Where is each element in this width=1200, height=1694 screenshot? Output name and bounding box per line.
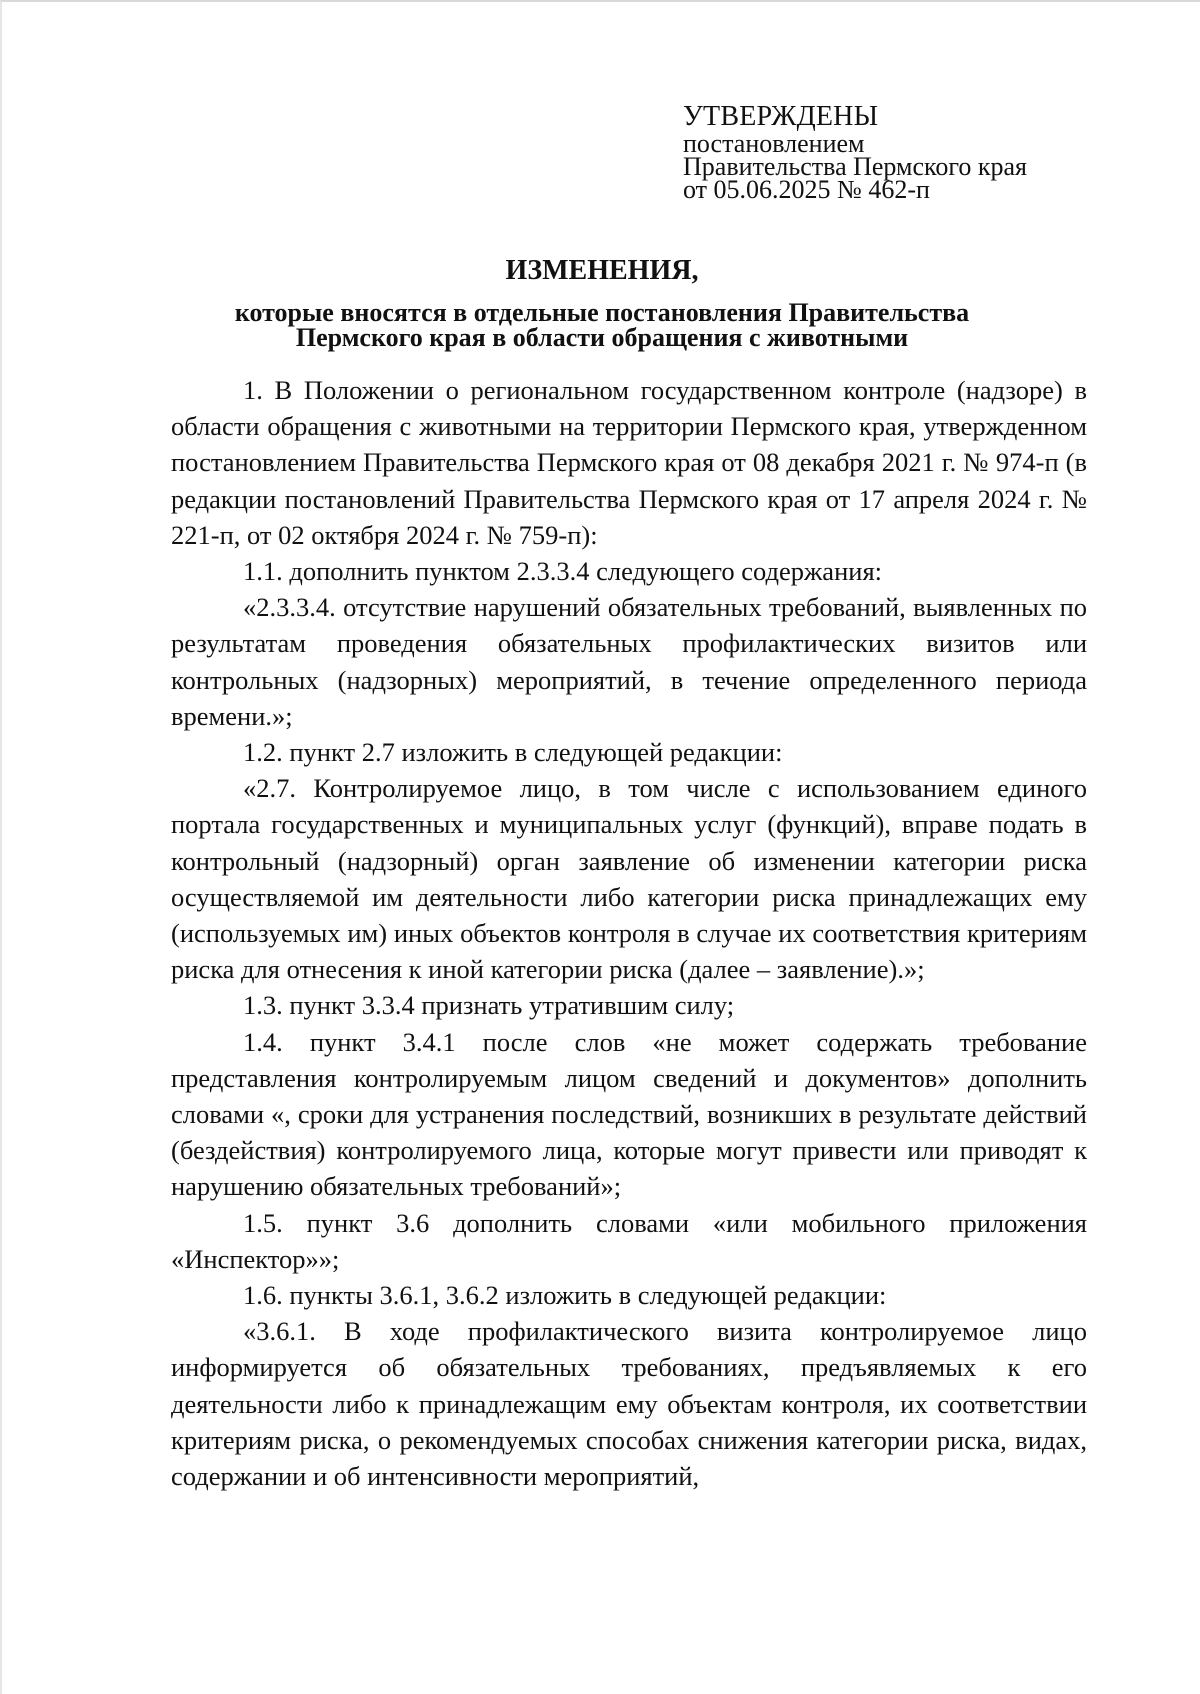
paragraph: 1.4. пункт 3.4.1 после слов «не может содержать требование представления контролируемым лицом сведений и документов» дополнить словами «, сроки для устранения последствий, возникших в результате действий (бездействия) контролируемого лица, которые могут привести или приводят к нарушению обязательных требований»; — [171, 1026, 1087, 1202]
document-subtitle-line-2: Пермского края в области обращения с животными — [295, 323, 909, 352]
approval-line-resolution: постановлением — [683, 129, 865, 158]
paragraph: «3.6.1. В ходе профилактического визита контролируемое лицо информируется об обязательных требованиях, предъявляемых к его деятельности либо к принадлежащим ему объектам контроля, их соответствии критериям риска, о рекомендуемых способах снижения категории риска, видах, содержании и об интенсивности мероприятий, — [171, 1316, 1087, 1492]
paragraph: 1.1. дополнить пунктом 2.3.3.4 следующего содержания: — [243, 556, 882, 587]
paragraph: «2.3.3.4. отсутствие нарушений обязательных требований, выявленных по результатам проведения обязательных профилактических визитов или контрольных (надзорных) мероприятий, в течение определенного периода времени.»; — [171, 592, 1087, 731]
paragraph: 1.2. пункт 2.7 изложить в следующей редакции: — [243, 737, 783, 768]
document-subtitle — [2, 300, 1200, 350]
paragraph: 1.5. пункт 3.6 дополнить словами «или мобильного приложения «Инспектор»»; — [171, 1207, 1087, 1274]
approval-stamp-block — [683, 101, 1027, 204]
approval-line-date-number: от 05.06.2025 № 462-п — [683, 175, 930, 204]
approval-line-government: Правительства Пермского края — [683, 152, 1027, 181]
paragraph: 1. В Положении о региональном государственном контроле (надзоре) в области обращения с животными на территории Пермского края, утвержденном постановлением Правительства Пермского края от 08 декабря 2021 г. № 974-п (в редакции постановлений Правительства Пермского края от 17 апреля 2024 г. № 221-п, от 02 октября 2024 г. № 759-п): — [171, 375, 1087, 550]
paragraph: «2.7. Контролируемое лицо, в том числе с использованием единого портала государственных и муниципальных услуг (функций), вправе подать в контрольный (надзорный) орган заявление об изменении категории риска осуществляемой им деятельности либо категории риска принадлежащих ему (используемых им) иных объектов контроля в случае их соответствия критериям риска для отнесения к иной категории риска (далее – заявление).»; — [171, 773, 1087, 985]
document-body — [171, 372, 1087, 1494]
document-title: ИЗМЕНЕНИЯ, — [505, 255, 699, 286]
paragraph: 1.6. пункты 3.6.1, 3.6.2 изложить в следующей редакции: — [243, 1280, 887, 1311]
document-subtitle-line-1: которые вносятся в отдельные постановления Правительства — [234, 298, 970, 327]
paragraph: 1.3. пункт 3.3.4 признать утратившим силу; — [243, 990, 735, 1021]
document-title-block — [2, 255, 1200, 350]
approval-heading: УТВЕРЖДЕНЫ — [683, 101, 879, 132]
